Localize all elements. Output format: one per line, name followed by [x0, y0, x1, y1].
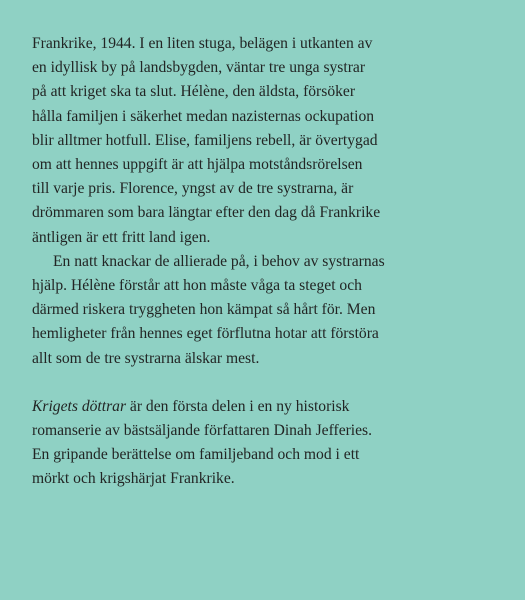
text-line: mörkt och krigshärjat Frankrike.: [32, 470, 235, 488]
text-line: blir alltmer hotfull. Elise, familjens rebell, är övertygad: [32, 131, 378, 149]
text-line: Frankrike, 1944. I en liten stuga, belägen i utkanten av: [32, 35, 373, 52]
text-line: en idyllisk by på landsbygden, väntar tre unga systrar: [32, 59, 366, 77]
text-line: hemligheter från hennes eget förflutna hotar att förstöra: [32, 325, 379, 343]
text-fragment: är den första delen i en ny historisk: [126, 397, 350, 415]
book-title: Krigets döttrar: [32, 397, 127, 415]
text-line: En natt knackar de allierade på, i behov av systrarnas: [53, 252, 385, 270]
text-line: hålla familjen i säkerhet medan nazisternas ockupation: [32, 107, 375, 125]
text-line: allt som de tre systrarna älskar mest.: [32, 349, 260, 367]
text-line: [32, 395, 497, 419]
text-line: om att hennes uppgift är att hjälpa motståndsrörelsen: [32, 156, 363, 174]
text-line: drömmaren som bara längtar efter den dag då Frankrike: [32, 204, 381, 222]
text-line: äntligen är ett fritt land igen.: [32, 228, 211, 246]
text-line: på att kriget ska ta slut. Hélène, den äldsta, försöker: [32, 83, 356, 101]
text-line: romanserie av bästsäljande författaren Dinah Jefferies.: [32, 422, 373, 440]
text-line: därmed riskera tryggheten hon kämpat så hårt för. Men: [32, 301, 376, 319]
blurb-paragraph-3: [32, 395, 497, 492]
blurb-paragraph-2: [32, 250, 497, 371]
text-line: hjälp. Hélène förstår att hon måste våga ta steget och: [32, 277, 362, 295]
text-line: En gripande berättelse om familjeband och mod i ett: [32, 446, 360, 464]
text-line: till varje pris. Florence, yngst av de tre systrarna, är: [32, 180, 354, 198]
blurb-paragraph-1: [32, 32, 497, 250]
